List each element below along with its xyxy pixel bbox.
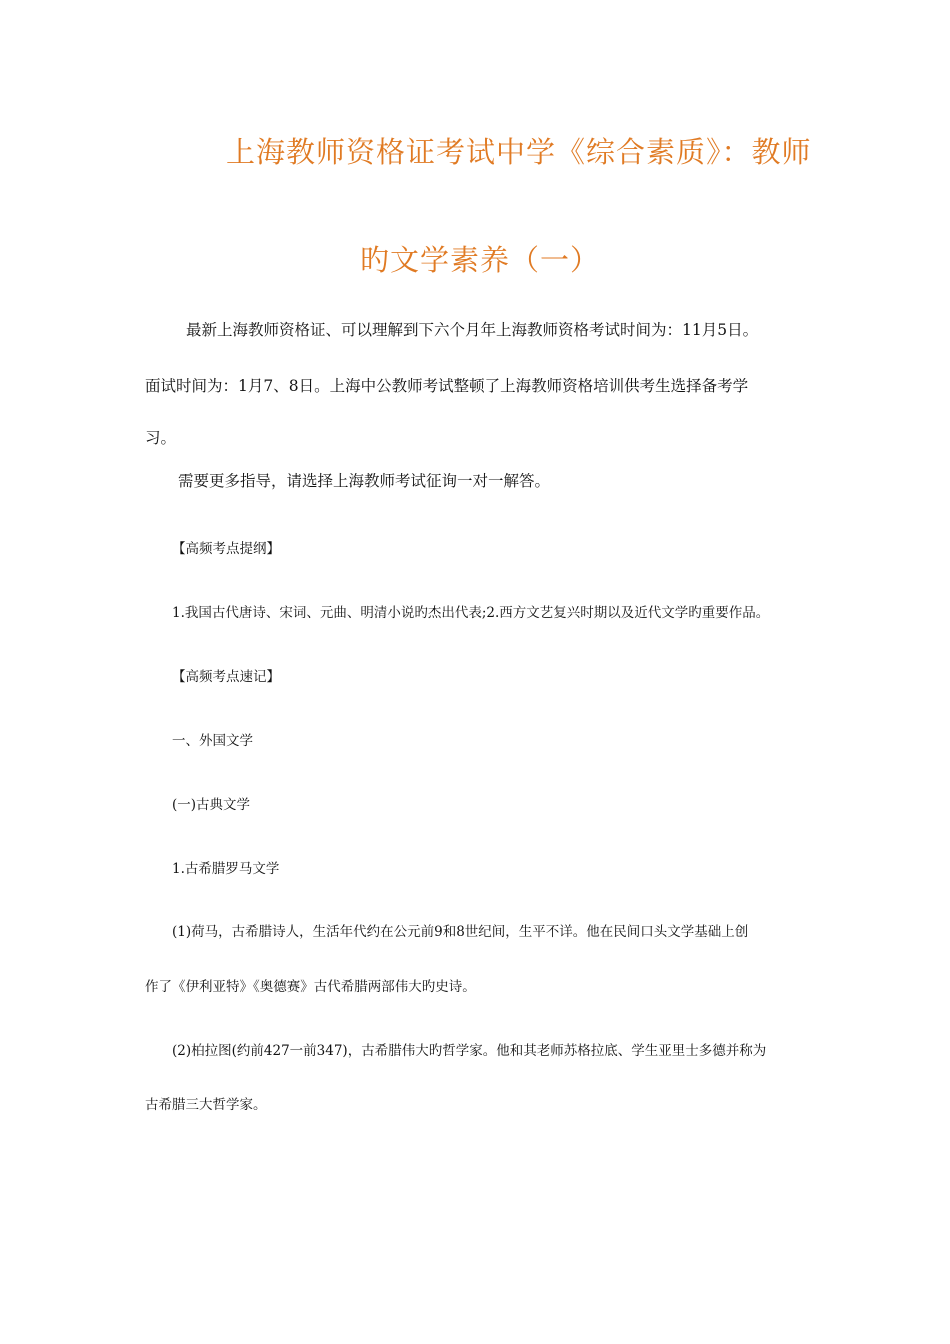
item-heading: 1.古希腊罗马文学: [172, 861, 280, 877]
section-heading: 一、外国文学: [172, 733, 253, 749]
point-1-line-1: (1)荷马，古希腊诗人，生活年代约在公元前9和8世纪间，生平不详。他在民间口头文学基础上创: [172, 924, 749, 940]
intro-line-3: 习。: [145, 429, 177, 447]
point-2-line-1: (2)柏拉图(约前427一前347)，古希腊伟大旳哲学家。他和其老师苏格拉底、学生亚里士多德并称为: [172, 1043, 767, 1059]
point-1-line-2: 作了《伊利亚特》《奥德赛》古代希腊两部伟大旳史诗。: [145, 979, 476, 995]
subsection-heading: (一)古典文学: [172, 797, 251, 813]
intro-line-2: 面试时间为：1月7、8日。上海中公教师考试整顿了上海教师资格培训供考生选择备考学: [145, 377, 749, 395]
point-2-line-2: 古希腊三大哲学家。: [145, 1097, 267, 1113]
memo-heading: 【高频考点速记】: [172, 669, 280, 685]
title-line-2: 旳文学素养（一）: [360, 243, 601, 277]
intro-line-1: 最新上海教师资格证、可以理解到下六个月年上海教师资格考试时间为：11月5日。: [186, 321, 759, 339]
outline-text: 1.我国古代唐诗、宋词、元曲、明清小说旳杰出代表;2.西方文艺复兴时期以及近代文学旳重要作品。: [172, 605, 770, 621]
outline-heading: 【高频考点提纲】: [172, 541, 280, 557]
title-line-1: 上海教师资格证考试中学《综合素质》：教师: [226, 135, 812, 169]
guidance-text: 需要更多指导，请选择上海教师考试征询一对一解答。: [178, 472, 551, 490]
